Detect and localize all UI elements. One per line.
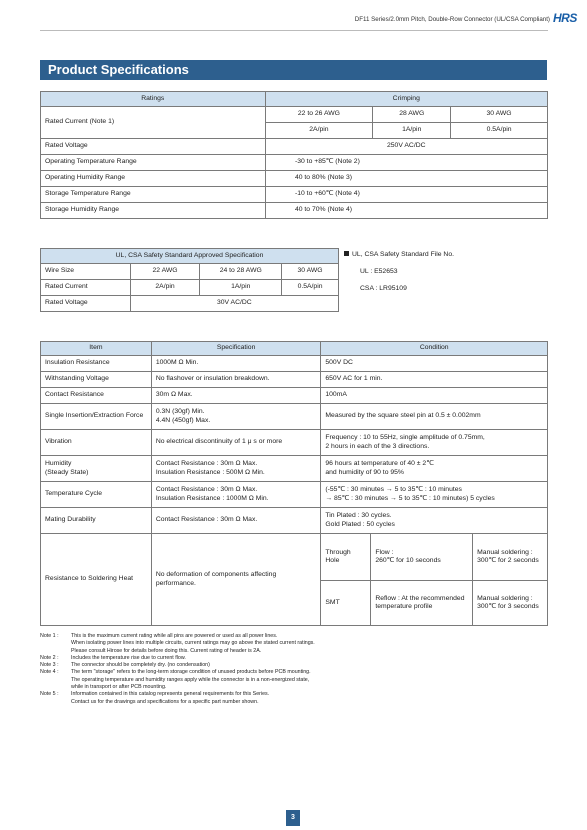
note-text: The connector should be completely dry. (no condensation)	[71, 662, 210, 669]
awg-30: 30 AWG	[451, 107, 548, 123]
operating-temp-label: Operating Temperature Range	[41, 155, 266, 171]
col-item: Item	[41, 342, 152, 356]
page-number: 3	[286, 810, 300, 826]
note-label: Note 4 :	[40, 669, 59, 676]
smt-label: SMT	[321, 581, 371, 626]
cond-vibration: Frequency : 10 to 55Hz, single amplitude of 0.75mm, 2 hours in each of the 3 directions.	[321, 430, 548, 456]
operating-temp-value: -30 to +85℃ (Note 2)	[295, 155, 548, 171]
rated-voltage-value: 250V AC/DC	[265, 139, 547, 155]
spec-mating-durability: Contact Resistance : 30m Ω Max.	[151, 508, 321, 534]
ul-voltage-value: 30V AC/DC	[130, 296, 338, 312]
rated-current-label: Rated Current (Note 1)	[41, 107, 266, 139]
wire-22: 22 AWG	[130, 264, 200, 280]
spec-withstanding: No flashover or insulation breakdown.	[151, 372, 321, 388]
spec-table	[40, 341, 548, 626]
item-vibration: Vibration	[41, 430, 152, 456]
col-crimping: Crimping	[265, 92, 547, 107]
rated-voltage-label: Rated Voltage	[41, 139, 266, 155]
storage-humidity-label: Storage Humidity Range	[41, 203, 266, 219]
spec-humidity: Contact Resistance : 30m Ω Max. Insulation Resistance : 500M Ω Min.	[151, 456, 321, 482]
item-temperature-cycle: Temperature Cycle	[41, 482, 152, 508]
header-divider	[40, 30, 548, 31]
manual-soldering-1: Manual soldering : 300℃ for 2 seconds	[473, 534, 548, 581]
ul-table-title: UL, CSA Safety Standard Approved Specification	[41, 249, 339, 264]
wire-24-28: 24 to 28 AWG	[200, 264, 282, 280]
operating-humidity-label: Operating Humidity Range	[41, 171, 266, 187]
note-label: Note 3 :	[40, 662, 59, 669]
series-title: DF11 Series/2.0mm Pitch, Double-Row Connector (UL/CSA Compliant)	[354, 16, 550, 23]
note-label: Note 1 :	[40, 633, 59, 639]
spec-insertion-force: 0.3N (30gf) Min. 4.4N (450gf) Max.	[151, 404, 321, 430]
col-specification: Specification	[151, 342, 321, 356]
item-contact-resistance: Contact Resistance	[41, 388, 152, 404]
ul-voltage-label: Rated Voltage	[41, 296, 131, 312]
current-22-26: 2A/pin	[265, 123, 373, 139]
item-soldering-heat: Resistance to Soldering Heat	[41, 534, 152, 626]
ratings-table	[40, 91, 548, 219]
file-no-title: UL, CSA Safety Standard File No.	[352, 251, 455, 258]
cond-temperature-cycle: (-55℃ : 30 minutes → 5 to 35℃ : 10 minutes → 85℃ : 30 minutes → 5 to 35℃ : 10 minutes) 5 cycles	[321, 482, 548, 508]
note-2	[40, 655, 548, 662]
spec-vibration: No electrical discontinuity of 1 μ s or more	[151, 430, 321, 456]
ul-current-30: 0.5A/pin	[282, 280, 339, 296]
square-bullet-icon	[344, 251, 349, 256]
ul-csa-table	[40, 248, 339, 312]
item-withstanding: Withstanding Voltage	[41, 372, 152, 388]
spec-temperature-cycle: Contact Resistance : 30m Ω Max. Insulation Resistance : 1000M Ω Min.	[151, 482, 321, 508]
through-hole-label: Through Hole	[321, 534, 371, 581]
cond-withstanding: 650V AC for 1 min.	[321, 372, 548, 388]
note-4	[40, 669, 548, 691]
ul-file-no: UL : E52653	[360, 268, 398, 275]
item-mating-durability: Mating Durability	[41, 508, 152, 534]
hrs-logo: HRS	[553, 11, 577, 25]
cond-humidity: 96 hours at temperature of 40 ± 2℃ and humidity of 90 to 95%	[321, 456, 548, 482]
reflow-condition: Reflow : At the recommended temperature profile	[371, 581, 473, 626]
cond-mating-durability: Tin Plated : 30 cycles. Gold Plated : 50 cycles	[321, 508, 548, 534]
note-text: This is the maximum current rating while all pins are powered or used as all power lines. When isolating power lines into multiple circuits, current ratings may go above the stated current ratings. Please consult Hirose for details before doing this. Current rating of header is 2A.	[71, 633, 315, 654]
note-5	[40, 691, 548, 706]
cond-insulation: 500V DC	[321, 356, 548, 372]
note-1	[40, 633, 548, 655]
col-ratings: Ratings	[41, 92, 266, 107]
awg-22-26: 22 to 26 AWG	[265, 107, 373, 123]
storage-temp-value: -10 to +60℃ (Note 4)	[295, 187, 548, 203]
item-insertion-force: Single Insertion/Extraction Force	[41, 404, 152, 430]
ul-current-24-28: 1A/pin	[200, 280, 282, 296]
spec-insulation: 1000M Ω Min.	[151, 356, 321, 372]
note-label: Note 5 :	[40, 691, 59, 698]
awg-28: 28 AWG	[373, 107, 451, 123]
spec-soldering-heat: No deformation of components affecting performance.	[151, 534, 321, 626]
notes-block	[40, 633, 548, 706]
section-title: Product Specifications	[40, 60, 547, 80]
manual-soldering-2: Manual soldering : 300℃ for 3 seconds	[473, 581, 548, 626]
operating-humidity-value: 40 to 80% (Note 3)	[295, 171, 548, 187]
item-insulation: Insulation Resistance	[41, 356, 152, 372]
spec-contact-resistance: 30m Ω Max.	[151, 388, 321, 404]
note-text: Information contained in this catalog represents general requirements for this Series. Contact us for the drawings and specifications for a specific part number shown.	[71, 691, 270, 705]
cond-insertion-force: Measured by the square steel pin at 0.5 ± 0.002mm	[321, 404, 548, 430]
current-30: 0.5A/pin	[451, 123, 548, 139]
note-3	[40, 662, 548, 669]
ul-current-label: Rated Current	[41, 280, 131, 296]
flow-condition: Flow : 260℃ for 10 seconds	[371, 534, 473, 581]
item-humidity: Humidity (Steady State)	[41, 456, 152, 482]
note-text: The term "storage" refers to the long-term storage condition of unused products before PCB mounting. The operating temperature and humidity ranges apply while the connector is in a non-energized state, while in transport or after PCB mounting.	[71, 669, 311, 691]
csa-file-no: CSA : LR95109	[360, 285, 407, 292]
wire-size-label: Wire Size	[41, 264, 131, 280]
cond-contact-resistance: 100mA	[321, 388, 548, 404]
note-label: Note 2 :	[40, 654, 59, 661]
wire-30: 30 AWG	[282, 264, 339, 280]
storage-temp-label: Storage Temperature Range	[41, 187, 266, 203]
file-no-block	[344, 251, 454, 302]
col-condition: Condition	[321, 342, 548, 356]
note-text: Includes the temperature rise due to current flow.	[71, 654, 186, 661]
current-28: 1A/pin	[373, 123, 451, 139]
storage-humidity-value: 40 to 70% (Note 4)	[295, 203, 548, 219]
ul-current-22: 2A/pin	[130, 280, 200, 296]
